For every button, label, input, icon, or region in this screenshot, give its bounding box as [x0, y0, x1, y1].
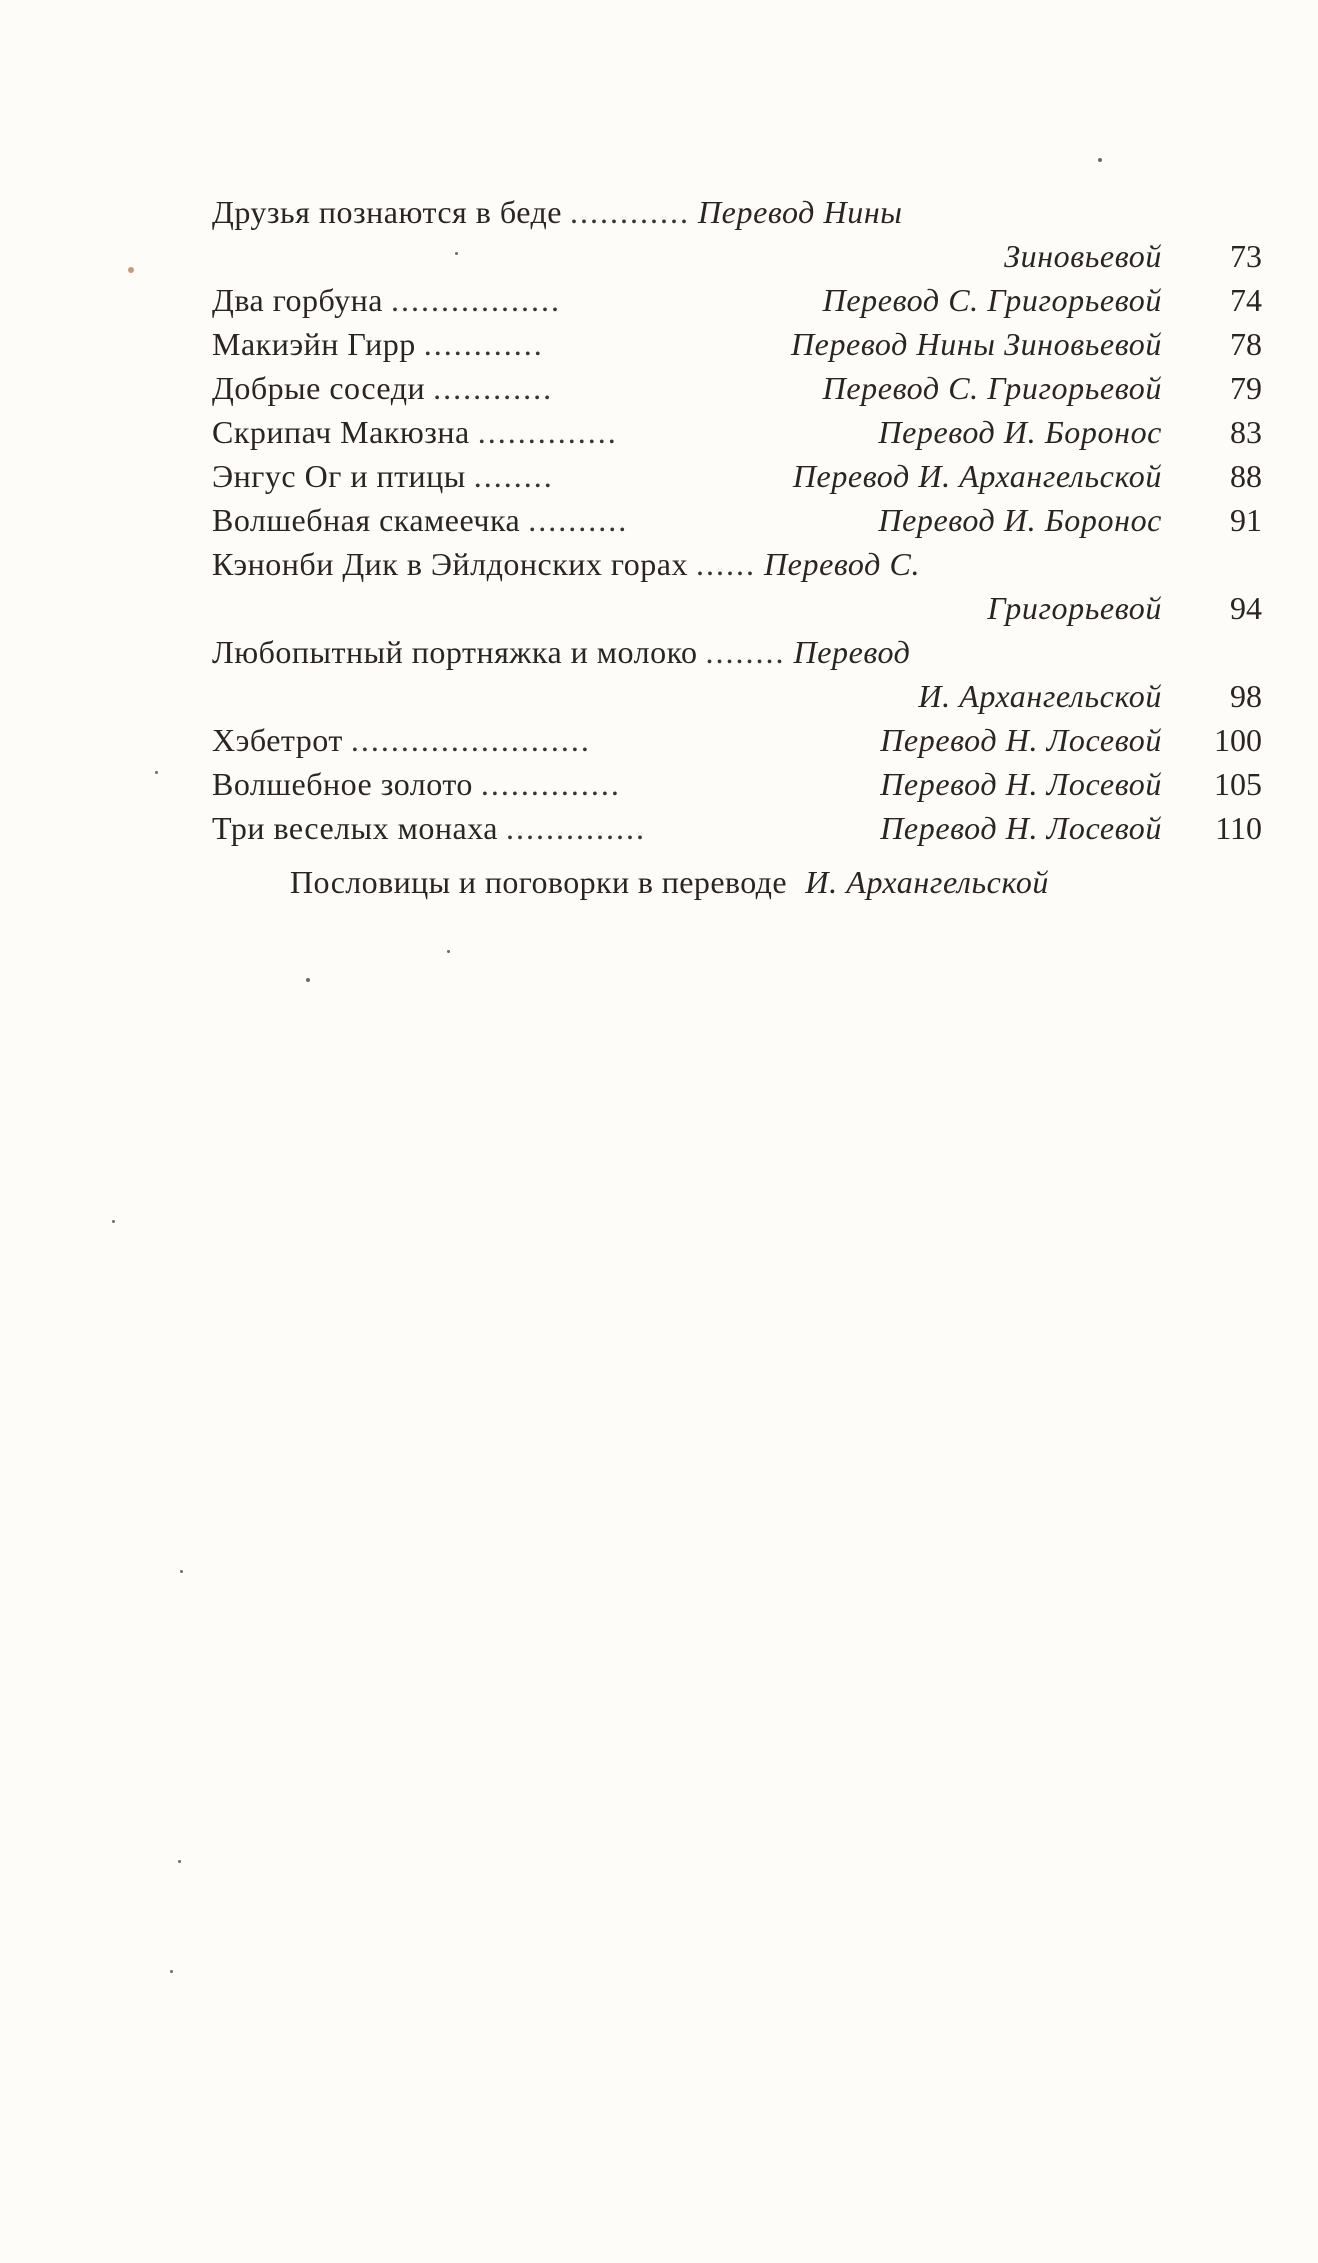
leader-dots: .............. — [506, 810, 646, 846]
entry-title: Друзья познаются в беде — [212, 194, 562, 230]
entry-translator-cont: И. Архангельской — [918, 678, 1162, 714]
paper-speck — [455, 252, 458, 255]
leader-dots: ............ — [423, 326, 544, 362]
toc-entry — [212, 322, 1262, 366]
leader-dots: ........ — [473, 458, 554, 494]
paper-speck — [170, 1970, 173, 1973]
page-number: 94 — [1230, 590, 1262, 626]
toc-entry — [212, 366, 1262, 410]
proverbs-translator: И. Архангельской — [805, 864, 1050, 900]
page-number: 83 — [1230, 414, 1262, 450]
entry-translator: Перевод — [793, 634, 911, 670]
paper-speck — [180, 1570, 183, 1573]
paper-speck — [128, 267, 134, 273]
page-number: 79 — [1230, 370, 1262, 406]
leader-dots: ........................ — [350, 722, 591, 758]
entry-translator: Перевод И. Боронос — [878, 502, 1162, 538]
page-number: 105 — [1214, 766, 1262, 802]
entry-title: Кэнонби Дик в Эйлдонских горах — [212, 546, 688, 582]
page-number: 110 — [1215, 810, 1262, 846]
proverbs-text: Пословицы и поговорки в переводе — [290, 864, 787, 900]
entry-translator: Перевод Нины — [697, 194, 903, 230]
entry-title: Хэбетрот — [212, 722, 343, 758]
table-of-contents — [212, 190, 1262, 850]
toc-entry — [212, 806, 1262, 850]
toc-entry — [212, 542, 1262, 630]
entry-translator-cont: Григорьевой — [987, 590, 1162, 626]
toc-entry — [212, 190, 1262, 278]
entry-translator: Перевод С. Григорьевой — [822, 282, 1162, 318]
entry-title: Волшебное золото — [212, 766, 473, 802]
entry-translator: Перевод С. Григорьевой — [822, 370, 1162, 406]
paper-speck — [447, 950, 450, 953]
entry-title: Скрипач Макюзна — [212, 414, 470, 450]
entry-title: Три веселых монаха — [212, 810, 498, 846]
toc-entry — [212, 410, 1262, 454]
leader-dots: .............. — [477, 414, 618, 450]
entry-title: Макиэйн Гирр — [212, 326, 416, 362]
paper-speck — [178, 1860, 181, 1863]
entry-title: Энгус Ог и птицы — [212, 458, 466, 494]
page-number: 74 — [1230, 282, 1262, 318]
leader-dots: ............ — [569, 194, 690, 230]
entry-translator: Перевод И. Архангельской — [792, 458, 1162, 494]
entry-title: Два горбуна — [212, 282, 383, 318]
page-number: 98 — [1230, 678, 1262, 714]
entry-translator: Перевод Н. Лосевой — [880, 766, 1162, 802]
entry-translator-cont: Зиновьевой — [1004, 238, 1162, 274]
toc-entry — [212, 454, 1262, 498]
toc-entry — [212, 498, 1262, 542]
entry-title: Любопытный портняжка и молоко — [212, 634, 698, 670]
leader-dots: .......... — [528, 502, 629, 538]
proverbs-line — [290, 860, 1049, 904]
paper-speck — [155, 771, 158, 774]
leader-dots: ........ — [705, 634, 786, 670]
toc-entry — [212, 762, 1262, 806]
entry-translator: Перевод И. Боронос — [878, 414, 1162, 450]
entry-title: Добрые соседи — [212, 370, 426, 406]
toc-entry — [212, 718, 1262, 762]
paper-speck — [306, 978, 310, 982]
page-number: 91 — [1230, 502, 1262, 538]
page-number: 73 — [1230, 238, 1262, 274]
leader-dots: ................. — [390, 282, 561, 318]
toc-entry — [212, 630, 1262, 718]
entry-translator: Перевод Н. Лосевой — [880, 722, 1162, 758]
page-number: 100 — [1214, 722, 1262, 758]
entry-title: Волшебная скамеечка — [212, 502, 521, 538]
leader-dots: .............. — [480, 766, 621, 802]
toc-entry — [212, 278, 1262, 322]
entry-translator: Перевод Нины Зиновьевой — [790, 326, 1162, 362]
page-number: 78 — [1230, 326, 1262, 362]
leader-dots: ...... — [695, 546, 756, 582]
page-number: 88 — [1230, 458, 1262, 494]
paper-speck — [1098, 158, 1102, 162]
entry-translator: Перевод С. — [763, 546, 921, 582]
entry-translator: Перевод Н. Лосевой — [880, 810, 1162, 846]
paper-speck — [112, 1220, 115, 1223]
leader-dots: ............ — [433, 370, 554, 406]
